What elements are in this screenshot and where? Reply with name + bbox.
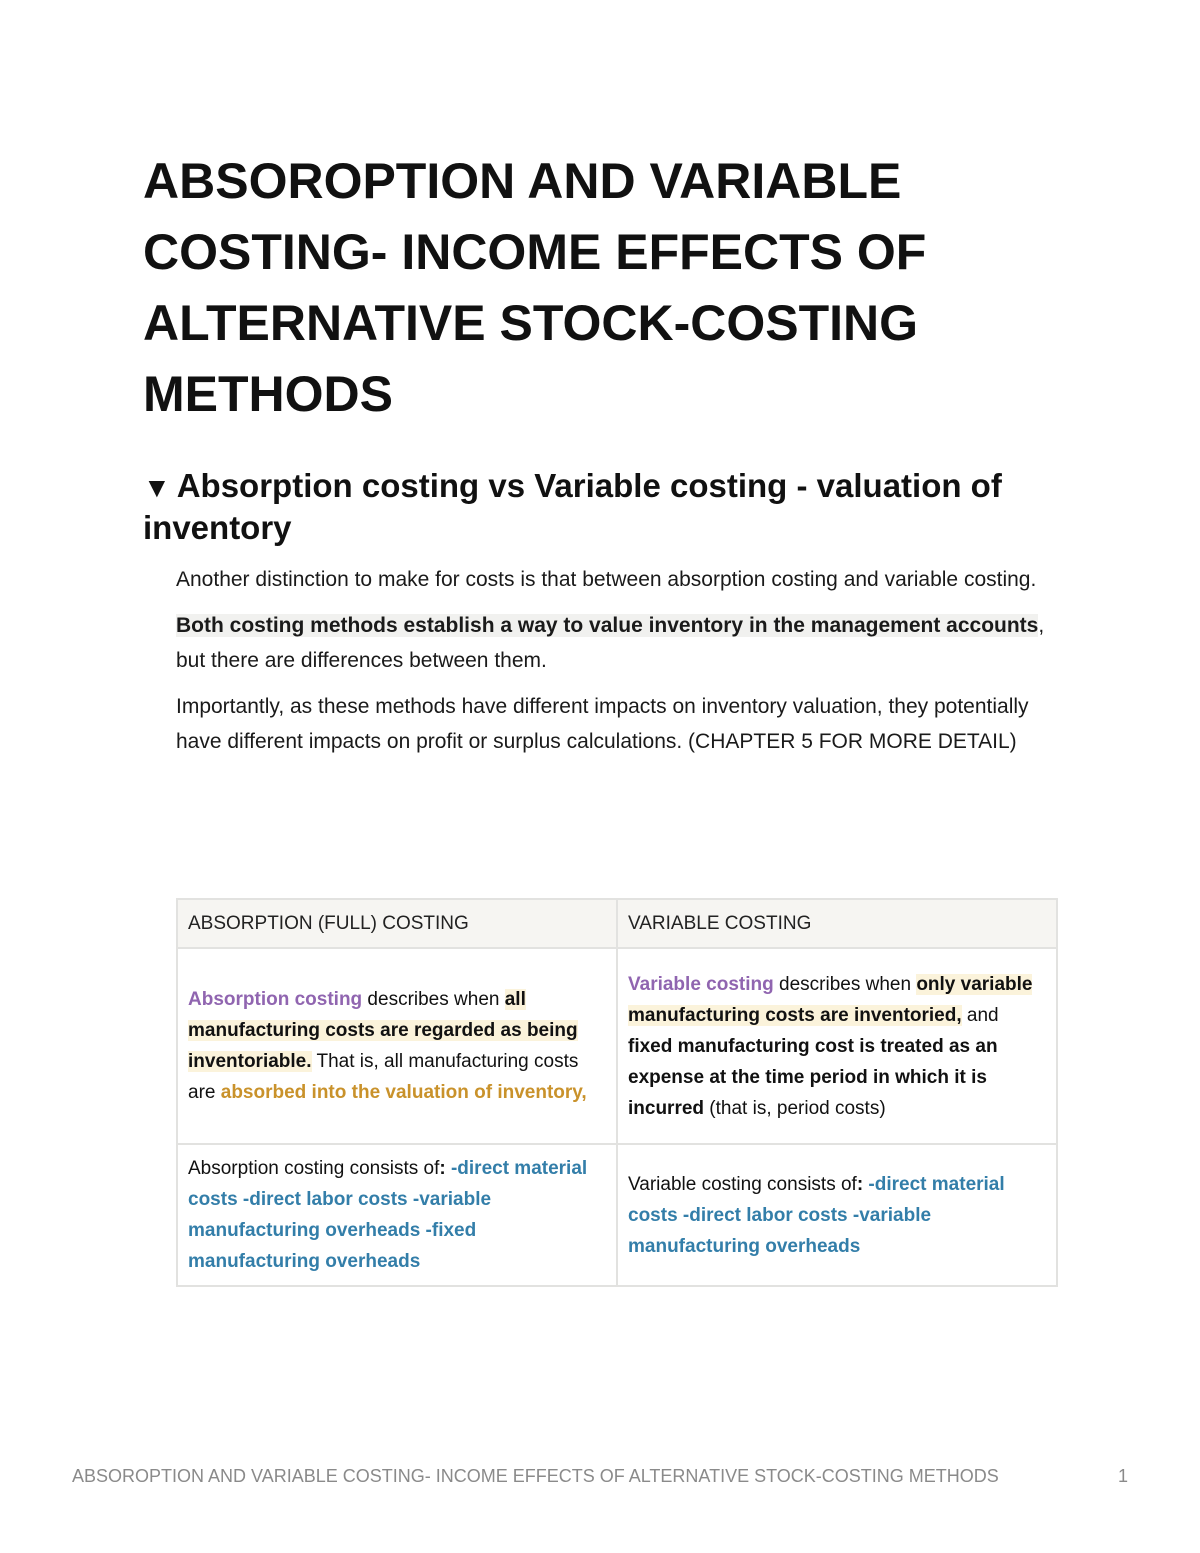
highlighted-statement: Both costing methods establish a way to value inventory in the management accounts (176, 614, 1039, 637)
text-fragment: describes when (362, 989, 505, 1010)
components-colon: : (439, 1158, 446, 1179)
cell-absorption-definition (177, 948, 617, 1144)
bold-fixed-manufacturing-cost: fixed manufacturing cost is treated as an expense at the time period in which it is incurred (628, 1035, 998, 1119)
components-colon: : (856, 1173, 864, 1195)
text-fragment: (that is, period costs) (704, 1097, 886, 1119)
page-title: ABSOROPTION AND VARIABLE COSTING- INCOME EFFECTS OF ALTERNATIVE STOCK-COSTING METHODS (143, 153, 927, 422)
text-fragment: describes when (773, 973, 917, 995)
table-row-components (177, 1144, 1057, 1286)
section-body (176, 562, 1071, 770)
page-footer (72, 1462, 1132, 1490)
highlight-all-manufacturing-costs: all manufacturing costs are regarded as being inventoriable. (188, 989, 578, 1072)
paragraph-both-methods-rest: , but there are differences between them. (176, 614, 1045, 672)
absorption-components-list: -direct material costs -direct labor costs -variable manufacturing overheads -fixed manufacturing overheads (188, 1158, 588, 1272)
text-fragment: That is, all manufacturing costs are (188, 1051, 579, 1103)
emphasis-absorbed-into-inventory: absorbed into the valuation of inventory, (220, 1082, 587, 1103)
text-fragment: and (961, 1004, 999, 1026)
paragraph-importantly: Importantly, as these methods have different impacts on inventory valuation, they potentially have different impacts on profit or surplus calculations. (CHAPTER 5 FOR MORE DETAIL) (176, 695, 1029, 753)
paragraph-distinction: Another distinction to make for costs is that between absorption costing and variable costing. (176, 568, 1037, 591)
table-header-row (177, 899, 1057, 948)
section-heading-text: Absorption costing vs Variable costing - valuation of inventory (143, 467, 1002, 546)
components-lead: Variable costing consists of (628, 1173, 857, 1195)
table-row-definitions (177, 948, 1057, 1144)
cell-variable-definition (617, 948, 1057, 1144)
page-number: 1 (1117, 1466, 1128, 1486)
highlight-only-variable-costs: only variable manufacturing costs are inventoried, (628, 973, 1033, 1026)
toggle-triangle-icon[interactable]: ▼ (143, 472, 171, 503)
paragraph-both-methods (176, 608, 1071, 678)
components-lead: Absorption costing consists of (188, 1158, 440, 1179)
term-absorption-costing: Absorption costing (188, 989, 363, 1010)
comparison-table (176, 898, 1058, 1287)
section-heading-toggle[interactable] (143, 466, 1083, 548)
variable-components-list: -direct material costs -direct labor costs -variable manufacturing overheads (628, 1173, 1005, 1257)
header-absorption-costing: ABSORPTION (FULL) COSTING (177, 899, 617, 948)
header-variable-costing: VARIABLE COSTING (617, 899, 1057, 948)
cell-variable-components (617, 1144, 1057, 1286)
term-variable-costing: Variable costing (628, 973, 774, 995)
footer-title: ABSOROPTION AND VARIABLE COSTING- INCOME EFFECTS OF ALTERNATIVE STOCK-COSTING METHODS (72, 1466, 999, 1486)
cell-absorption-components (177, 1144, 617, 1286)
